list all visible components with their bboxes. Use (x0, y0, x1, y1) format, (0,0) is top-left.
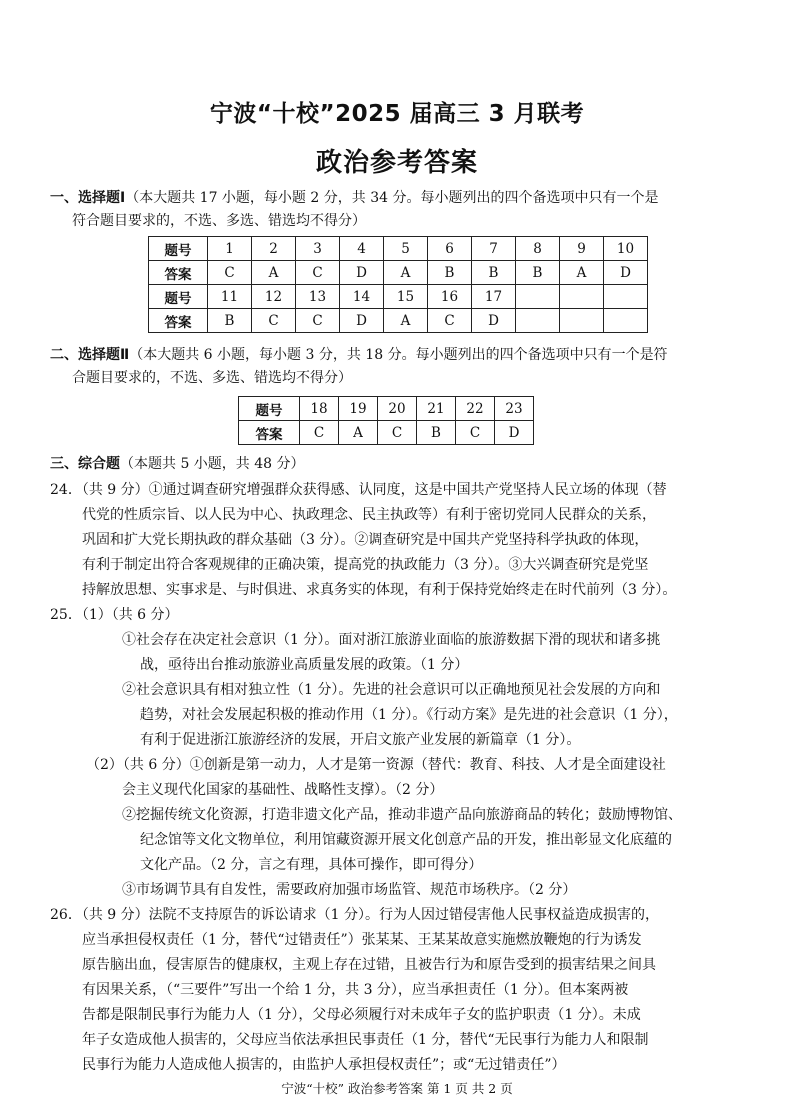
question-number: 5 (384, 237, 428, 261)
answer-title: 政治参考答案 (315, 148, 478, 178)
section1-answer-table (148, 236, 648, 333)
question-number: 10 (604, 237, 648, 261)
section3-label: 三、综合题 (50, 456, 120, 472)
question-number: 15 (384, 285, 428, 309)
answer-letter: D (604, 261, 648, 285)
answer-line: 年子女造成他人损害的，父母应当依法承担民事责任（1 分，替代“无民事行为能力人和限制 (82, 1032, 649, 1048)
answer-line: 民事行为能力人造成他人损害的，由监护人承担侵权责任”；或“无过错责任”） (82, 1057, 566, 1073)
answer-line: ①社会存在决定社会意识（1 分）。面对浙江旅游业面临的旅游数据下滑的现状和诸多挑 (122, 632, 661, 648)
question-number: 8 (516, 237, 560, 261)
answer-letter: C (208, 261, 252, 285)
answer-letter: A (384, 261, 428, 285)
table-row (149, 285, 648, 309)
question-number: 16 (428, 285, 472, 309)
answer-line: 24．（共 9 分）①通过调查研究增强群众获得感、认同度，这是中国共产党坚持人民立场的体现（替 (50, 482, 667, 498)
row-label: 答案 (149, 261, 208, 285)
section2-desc: （本大题共 6 小题，每小题 3 分，共 18 分。每小题列出的四个备选项中只有一个是符 (129, 347, 668, 363)
question-number: 11 (208, 285, 252, 309)
answer-line: 应当承担侵权责任（1 分，替代“过错责任”）张某某、王某某故意实施燃放鞭炮的行为诱发 (82, 932, 642, 948)
question-number: 9 (560, 237, 604, 261)
section1-desc: （本大题共 17 小题，每小题 2 分，共 34 分。每小题列出的四个备选项中只有一个是 (125, 190, 659, 206)
empty-cell (516, 309, 560, 333)
answer-letter: B (472, 261, 516, 285)
question-number: 14 (340, 285, 384, 309)
answer-line: ②社会意识具有相对独立性（1 分）。先进的社会意识可以正确地预见社会发展的方向和 (122, 682, 661, 698)
question-number: 20 (378, 397, 417, 421)
answer-letter: A (560, 261, 604, 285)
answer-line: 告都是限制民事行为能力人（1 分），父母必须履行对未成年子女的监护职责（1 分）。未成 (82, 1007, 641, 1023)
answer-letter: C (378, 421, 417, 445)
row-label: 答案 (239, 421, 300, 445)
question-number: 1 (208, 237, 252, 261)
answer-letter: D (495, 421, 534, 445)
row-label: 题号 (239, 397, 300, 421)
question-number: 23 (495, 397, 534, 421)
empty-cell (560, 285, 604, 309)
section2-label: 二、选择题Ⅱ (50, 347, 130, 363)
answer-letter: C (296, 261, 340, 285)
answer-line: 持解放思想、实事求是、与时俱进、求真务实的体现，有利于保持党始终走在时代前列（3 分）。 (82, 582, 677, 598)
table-row (149, 309, 648, 333)
question-number: 22 (456, 397, 495, 421)
question-number: 19 (339, 397, 378, 421)
page-footer: 宁波“十校” 政治参考答案 第 1 页 共 2 页 (281, 1081, 513, 1096)
answer-letter: C (296, 309, 340, 333)
answer-letter: C (252, 309, 296, 333)
answer-line: 26．（共 9 分）法院不支持原告的诉讼请求（1 分）。行为人因过错侵害他人民事权益造成损害的， (50, 907, 659, 923)
answer-letter: C (456, 421, 495, 445)
section1-heading (50, 187, 750, 210)
answer-line: 25．（1）（共 6 分） (50, 607, 179, 623)
question-number: 3 (296, 237, 340, 261)
answer-line: 纪念馆等文化文物单位，利用馆藏资源开展文化创意产品的开发，推出彰显文化底蕴的 (140, 832, 672, 848)
question-number: 2 (252, 237, 296, 261)
answer-line: ②挖掘传统文化资源，打造非遗文化产品，推动非遗产品向旅游商品的转化；鼓励博物馆、 (122, 807, 682, 823)
section2-desc-cont: 合题目要求的，不选、多选、错选均不得分） (72, 370, 352, 386)
answer-letter: C (428, 309, 472, 333)
empty-cell (604, 285, 648, 309)
question-number: 17 (472, 285, 516, 309)
answer-line: 文化产品。（2 分，言之有理，具体可操作，即可得分） (140, 857, 483, 873)
answer-line: 有因果关系，（“三要件”写出一个给 1 分，共 3 分），应当承担责任（1 分）。但本案两被 (82, 982, 629, 998)
answer-line: ③市场调节具有自发性，需要政府加强市场监管、规范市场秩序。（2 分） (122, 882, 577, 898)
question-number: 4 (340, 237, 384, 261)
answer-letter: A (252, 261, 296, 285)
empty-cell (516, 285, 560, 309)
table-row (239, 397, 534, 421)
answer-line: 巩固和扩大党长期执政的群众基础（3 分）。②调查研究是中国共产党坚持科学执政的体现， (82, 532, 649, 548)
empty-cell (604, 309, 648, 333)
row-label: 题号 (149, 237, 208, 261)
answer-letter: B (208, 309, 252, 333)
question-number: 12 (252, 285, 296, 309)
answer-line: 原告脑出血，侵害原告的健康权，主观上存在过错，且被告行为和原告受到的损害结果之间具 (82, 957, 656, 973)
answer-letter: D (472, 309, 516, 333)
section3-heading (50, 453, 750, 476)
section1-desc-cont: 符合题目要求的，不选、多选、错选均不得分） (72, 213, 366, 229)
answer-line: 有利于制定出符合客观规律的正确决策，提高党的执政能力（3 分）。③大兴调查研究是党坚 (82, 557, 649, 573)
section1-label: 一、选择题Ⅰ (50, 190, 126, 206)
empty-cell (560, 309, 604, 333)
answer-letter: B (417, 421, 456, 445)
answer-line: 有利于促进浙江旅游经济的发展，开启文旅产业发展的新篇章（1 分）。 (140, 732, 581, 748)
answer-line: （2）（共 6 分）①创新是第一动力，人才是第一资源（替代：教育、科技、人才是全面建设社 (86, 757, 666, 773)
section2-heading (50, 344, 750, 367)
row-label: 答案 (149, 309, 208, 333)
section3-desc: （本题共 5 小题，共 48 分） (120, 456, 305, 472)
question-number: 21 (417, 397, 456, 421)
table-row (239, 421, 534, 445)
table-row (149, 237, 648, 261)
question-number: 18 (300, 397, 339, 421)
answer-letter: A (339, 421, 378, 445)
answer-line: 会主义现代化国家的基础性、战略性支撑）。（2 分） (122, 782, 444, 798)
question-number: 13 (296, 285, 340, 309)
table-row (149, 261, 648, 285)
answer-line: 代党的性质宗旨、以人民为中心、执政理念、民主执政等）有利于密切党同人民群众的关系， (82, 507, 656, 523)
answer-letter: C (300, 421, 339, 445)
exam-title: 宁波“十校”2025 届高三 3 月联考 (209, 101, 585, 127)
answer-line: 趋势，对社会发展起积极的推动作用（1 分）。《行动方案》是先进的社会意识（1 分）， (140, 707, 678, 723)
question-number: 7 (472, 237, 516, 261)
section2-answer-table (238, 396, 534, 445)
answer-letter: B (428, 261, 472, 285)
answer-letter: B (516, 261, 560, 285)
answer-letter: A (384, 309, 428, 333)
answer-line: 战，亟待出台推动旅游业高质量发展的政策。（1 分） (140, 657, 469, 673)
row-label: 题号 (149, 285, 208, 309)
answer-letter: D (340, 261, 384, 285)
answer-letter: D (340, 309, 384, 333)
question-number: 6 (428, 237, 472, 261)
